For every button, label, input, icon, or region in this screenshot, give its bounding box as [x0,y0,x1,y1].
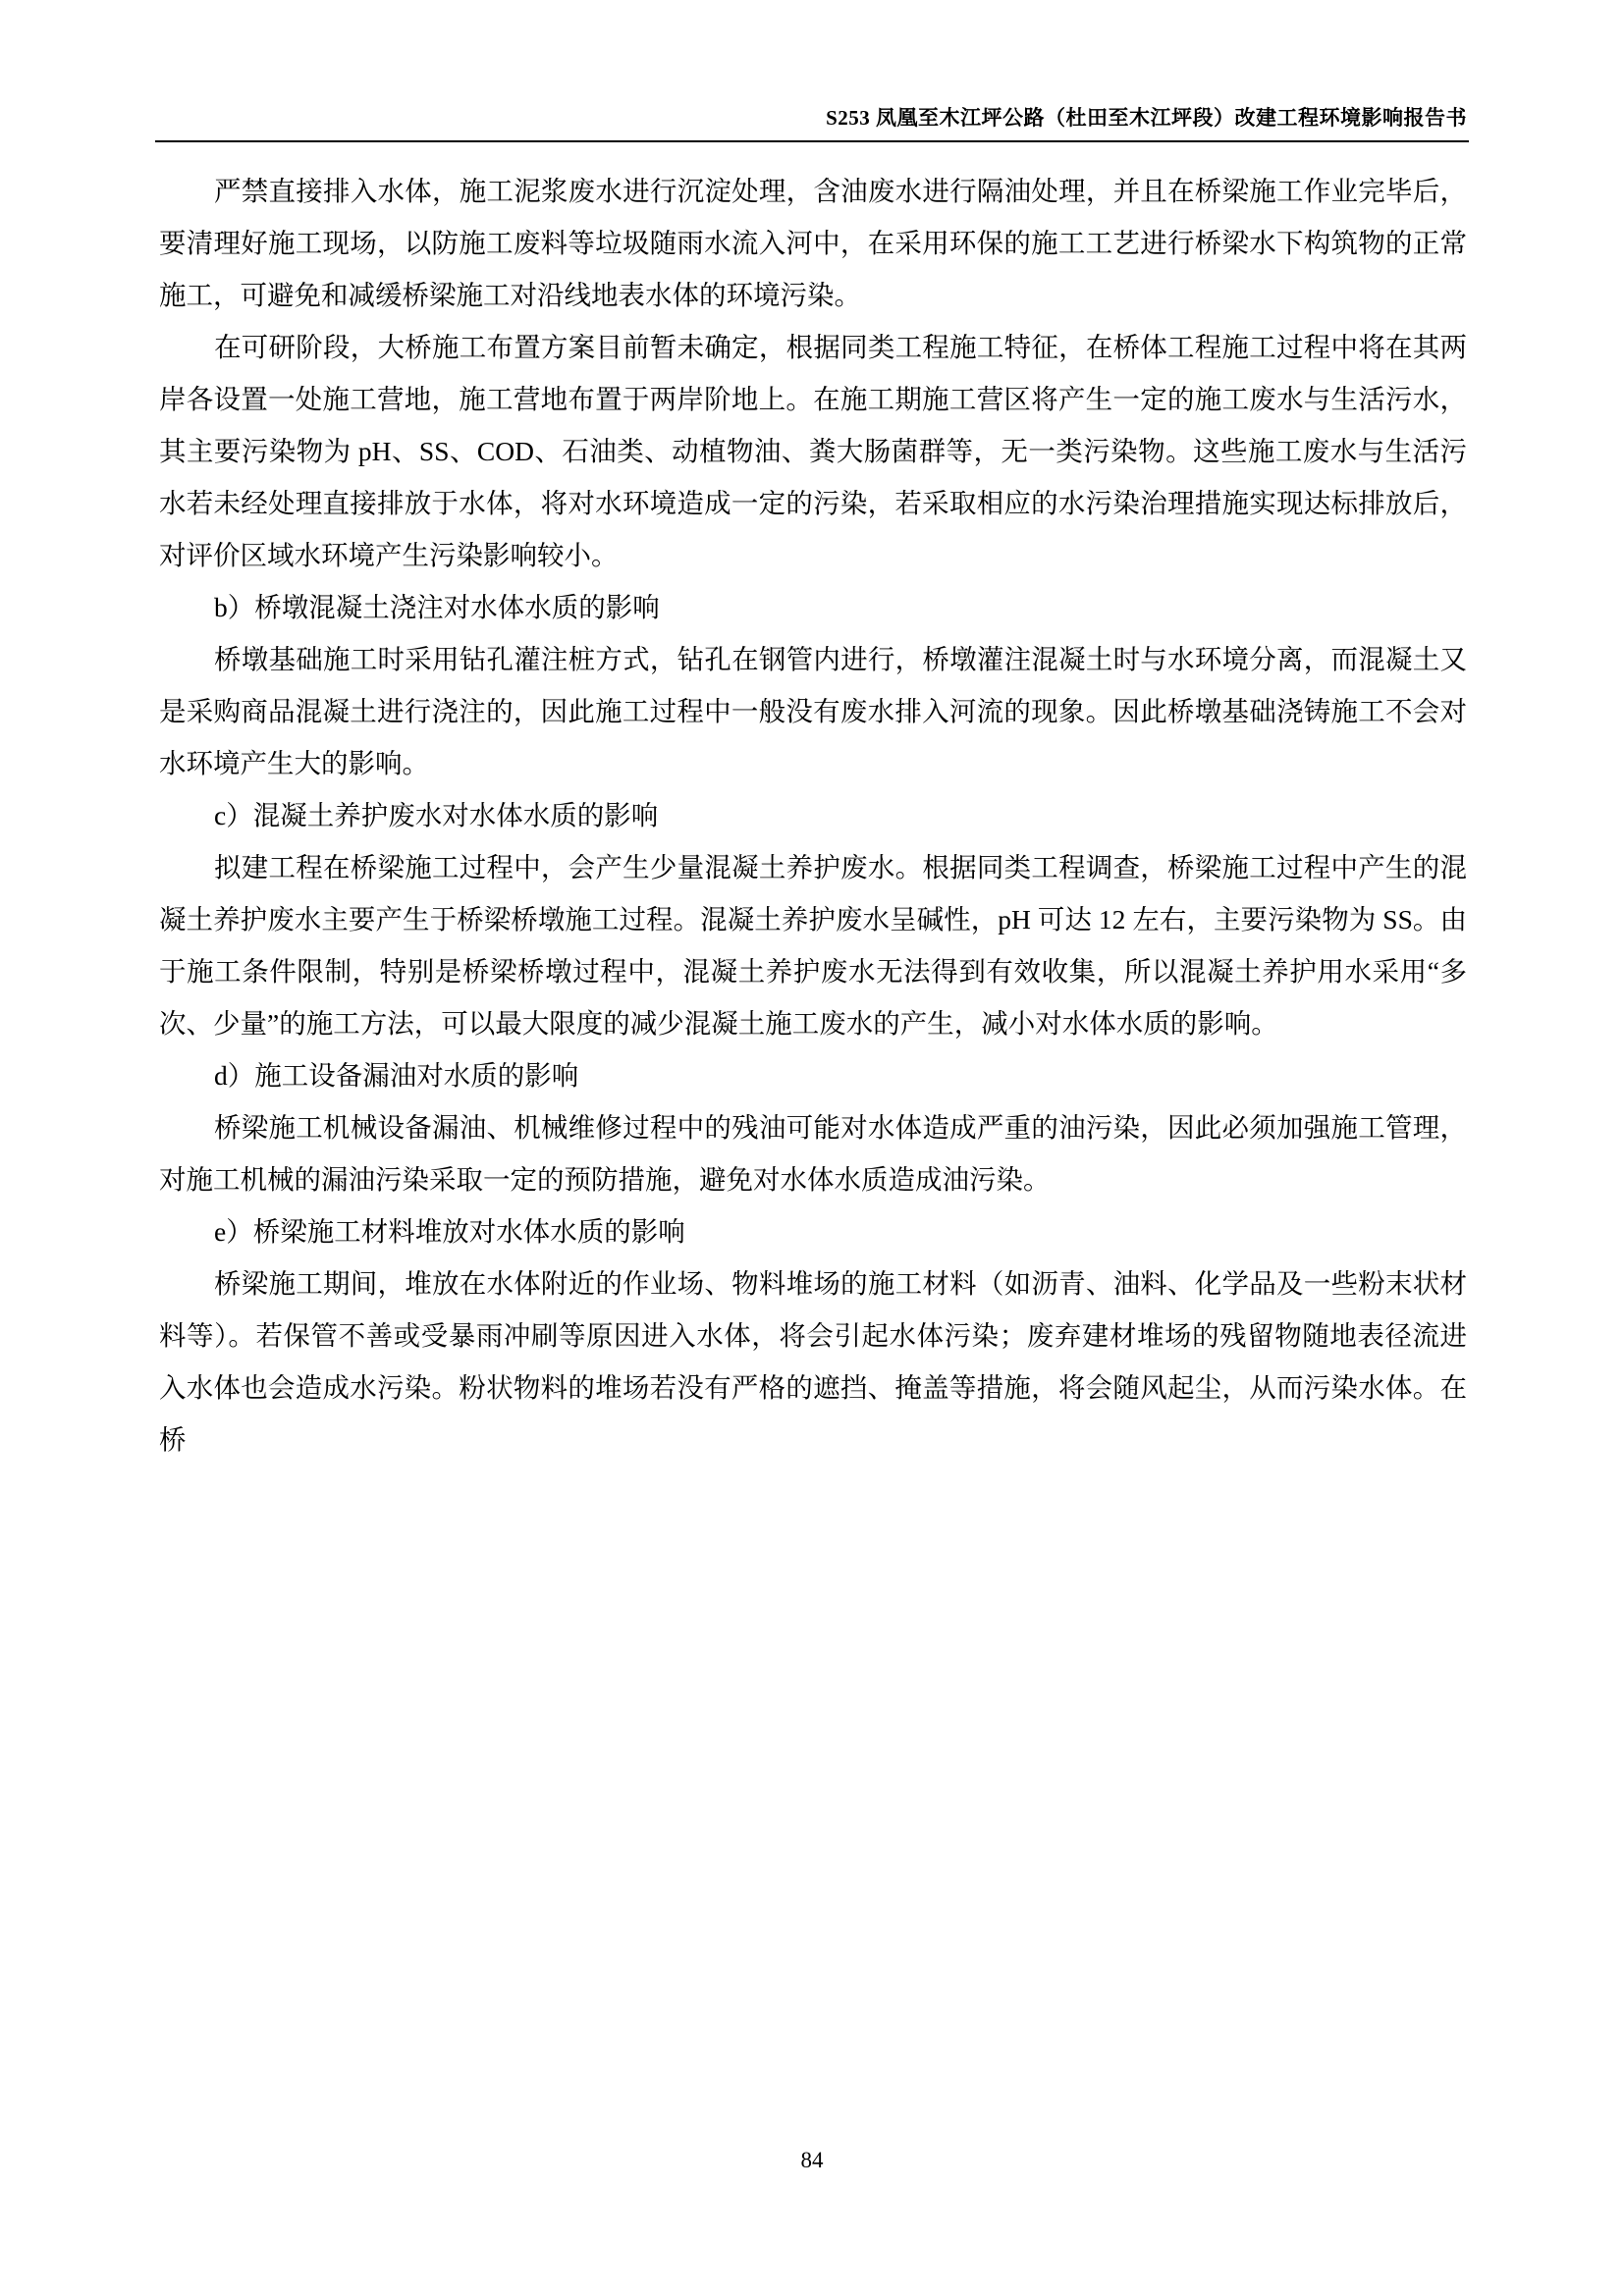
paragraph: 拟建工程在桥梁施工过程中，会产生少量混凝土养护废水。根据同类工程调查，桥梁施工过程中产生的混凝土养护废水主要产生于桥梁桥墩施工过程。混凝土养护废水呈碱性，pH 可达 12 左右，主要污染物为 SS。由于施工条件限制，特别是桥梁桥墩过程中，混凝土养护废水无法得到有效收集，所以混凝土养护用水采用“多次、少量”的施工方法，可以最大限度的减少混凝土施工废水的产生，减小对水体水质的影响。 [159,852,1467,1039]
paragraph-heading: b）桥墩混凝土浇注对水体水质的影响 [214,592,660,622]
paragraph-heading: e）桥梁施工材料堆放对水体水质的影响 [214,1216,685,1247]
paragraph: 严禁直接排入水体，施工泥浆废水进行沉淀处理，含油废水进行隔油处理，并且在桥梁施工作业完毕后，要清理好施工现场，以防施工废料等垃圾随雨水流入河中，在采用环保的施工工艺进行桥梁水下构筑物的正常施工，可避免和减缓桥梁施工对沿线地表水体的环境污染。 [159,176,1467,310]
paragraph: 桥墩基础施工时采用钻孔灌注桩方式，钻孔在钢管内进行，桥墩灌注混凝土时与水环境分离，而混凝土又是采购商品混凝土进行浇注的，因此施工过程中一般没有废水排入河流的现象。因此桥墩基础浇铸施工不会对水环境产生大的影响。 [159,644,1467,778]
page-body [159,165,1467,1466]
paragraph: 桥梁施工机械设备漏油、机械维修过程中的残油可能对水体造成严重的油污染，因此必须加强施工管理，对施工机械的漏油污染采取一定的预防措施，避免对水体水质造成油污染。 [159,1112,1467,1195]
paragraph-heading: c）混凝土养护废水对水体水质的影响 [214,800,659,830]
page-header: S253 凤凰至木江坪公路（杜田至木江坪段）改建工程环境影响报告书 [826,106,1467,130]
page-number: 84 [800,2148,824,2172]
paragraph-heading: d）施工设备漏油对水质的影响 [214,1060,579,1091]
header-divider [155,140,1469,142]
paragraph: 桥梁施工期间，堆放在水体附近的作业场、物料堆场的施工材料（如沥青、油料、化学品及一些粉末状材料等）。若保管不善或受暴雨冲刷等原因进入水体，将会引起水体污染；废弃建材堆场的残留物随地表径流进入水体也会造成水污染。粉状物料的堆场若没有严格的遮挡、掩盖等措施，将会随风起尘，从而污染水体。在桥 [159,1268,1467,1455]
paragraph: 在可研阶段，大桥施工布置方案目前暂未确定，根据同类工程施工特征，在桥体工程施工过程中将在其两岸各设置一处施工营地，施工营地布置于两岸阶地上。在施工期施工营区将产生一定的施工废水与生活污水，其主要污染物为 pH、SS、COD、石油类、动植物油、粪大肠菌群等，无一类污染物。这些施工废水与生活污水若未经处理直接排放于水体，将对水环境造成一定的污染，若采取相应的水污染治理措施实现达标排放后，对评价区域水环境产生污染影响较小。 [159,332,1467,570]
